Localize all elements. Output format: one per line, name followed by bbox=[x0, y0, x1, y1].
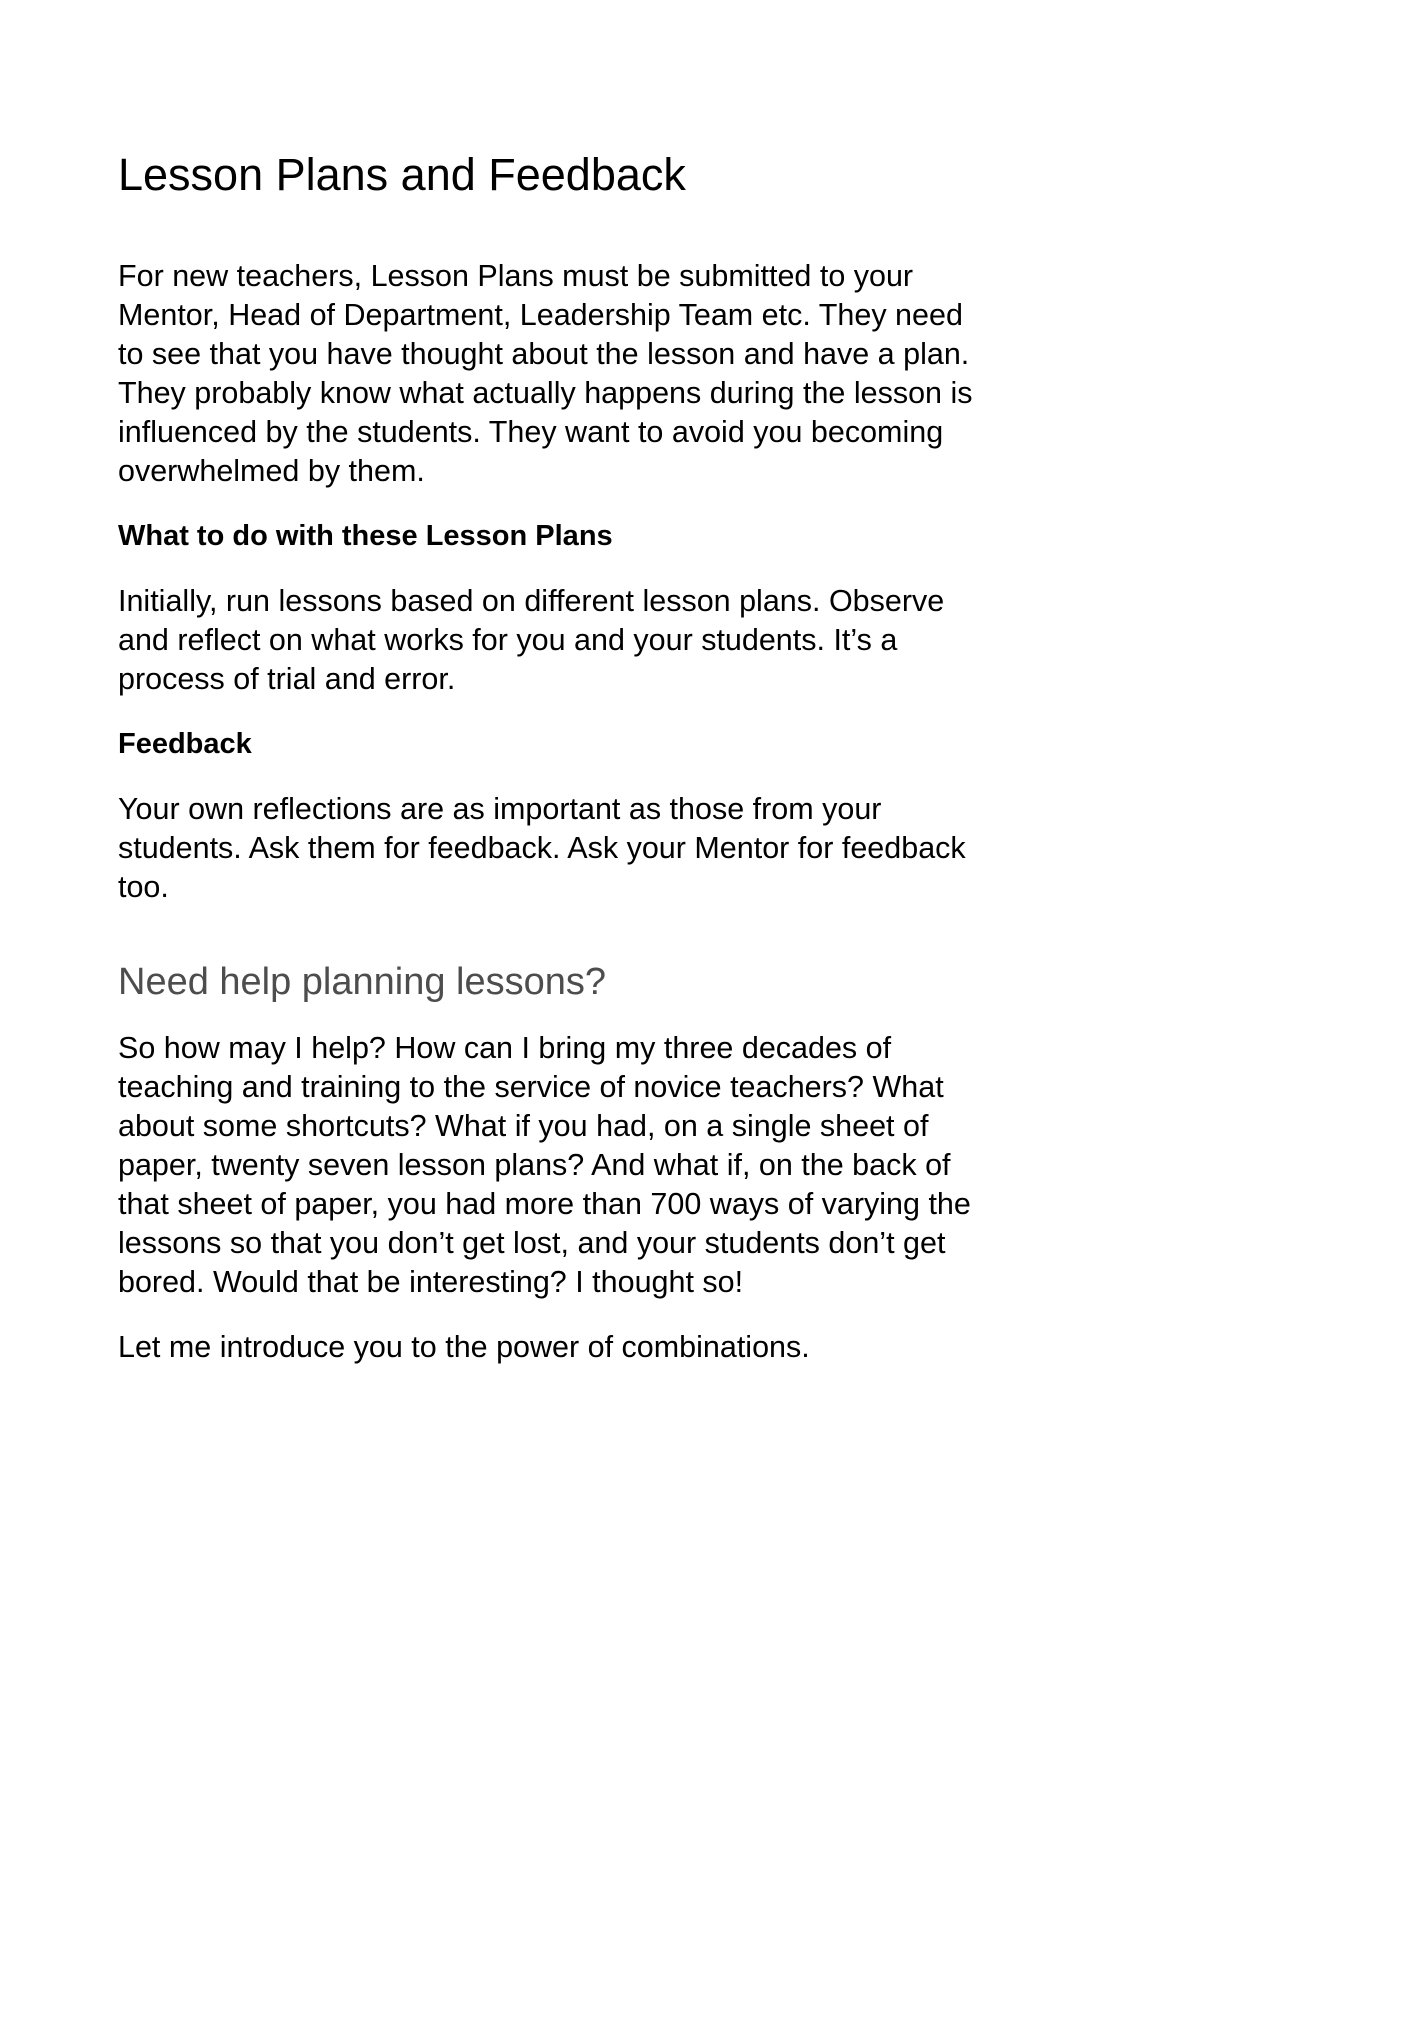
what-to-do-paragraph: Initially, run lessons based on different lesson plans. Observe and reflect on what works for you and your students. It’s a process of trial and error. bbox=[118, 584, 945, 697]
section-heading-need-help-planning-lessons: Need help planning lessons? bbox=[118, 961, 607, 1004]
page-title: Lesson Plans and Feedback bbox=[118, 149, 686, 200]
document-content bbox=[118, 148, 990, 1393]
feedback-paragraph: Your own reflections are as important as those from your students. Ask them for feedback. Ask your Mentor for feedback too. bbox=[118, 792, 966, 905]
need-help-paragraph: So how may I help? How can I bring my three decades of teaching and training to the service of novice teachers? What about some shortcuts? What if you had, on a single sheet of paper, twenty seven lesson plans? And what if, on the back of that sheet of paper, you had more than 700 ways of varying the lessons so that you don’t get lost, and your students don’t get bored. Would that be interesting? I thought so! bbox=[118, 1030, 971, 1299]
subheading-what-to-do-with-these-lesson-plans: What to do with these Lesson Plans bbox=[118, 520, 613, 553]
closing-paragraph: Let me introduce you to the power of combinations. bbox=[118, 1329, 810, 1364]
subheading-feedback: Feedback bbox=[118, 728, 252, 761]
intro-paragraph: For new teachers, Lesson Plans must be submitted to your Mentor, Head of Department, Leadership Team etc. They need to see that you have thought about the lesson and have a plan. They probably know what actually happens during the lesson is influenced by the students. They want to avoid you becoming overwhelmed by them. bbox=[118, 259, 973, 489]
